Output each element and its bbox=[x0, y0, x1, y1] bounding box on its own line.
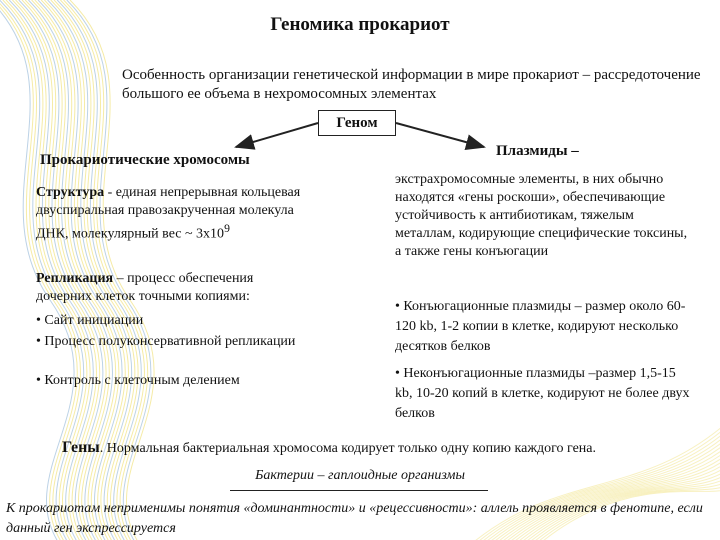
structure-exponent: 9 bbox=[224, 222, 230, 235]
genome-box: Геном bbox=[318, 110, 396, 136]
structure-text: - единая непрерывная кольцевая двуспиральная правозакрученная молекула ДНК, молекулярный вес ~ 3x10 bbox=[36, 185, 301, 242]
final-statement: К прокариотам неприменимы понятия «доминантности» и «рецессивности»: аллель проявляется в фенотипе, если данный ген экспрессируется bbox=[6, 501, 703, 536]
replication-bullet: • Контроль с клеточным делением bbox=[36, 373, 240, 388]
arrow-to-plasmids bbox=[396, 123, 484, 147]
genes-text: . Нормальная бактериальная хромосома кодирует только одну копию каждого гена. bbox=[99, 441, 596, 456]
plasmid-bullet: • Неконъюгационные плазмиды –размер 1,5-15 kb, 10-20 копий в клетке, кодируют не более двух белков bbox=[395, 366, 690, 421]
bacteria-line: Бактерии – гаплоидные организмы bbox=[255, 468, 465, 483]
replication-text: – процесс обеспечения дочерних клеток точными копиями: bbox=[36, 271, 254, 304]
structure-paragraph bbox=[36, 184, 306, 244]
structure-term: Структура bbox=[36, 185, 105, 200]
genes-paragraph bbox=[62, 439, 702, 457]
replication-term: Репликация bbox=[36, 271, 114, 286]
intro-text: Особенность организации генетической информации в мире прокариот – рассредоточение большого ее объема в нехромосомных элементах bbox=[122, 67, 701, 102]
page-title: Геномика прокариот bbox=[270, 14, 450, 35]
bacteria-underline bbox=[230, 490, 488, 491]
plasmids-heading: Плазмиды – bbox=[496, 143, 579, 159]
chromosomes-heading: Прокариотические хромосомы bbox=[40, 152, 250, 168]
replication-bullet: • Сайт инициации bbox=[36, 313, 144, 328]
plasmids-description: экстрахромосомные элементы, в них обычно находятся «гены роскоши», обеспечивающие устойчивость к антибиотикам, тяжелым металлам, кодирующие специфические токсины, а также гены конъюгации bbox=[395, 172, 688, 259]
replication-paragraph bbox=[36, 270, 306, 306]
plasmid-bullet: • Конъюгационные плазмиды – размер около 60-120 kb, 1-2 копии в клетке, кодируют несколько десятков белков bbox=[395, 299, 686, 354]
arrow-to-chromosomes bbox=[236, 123, 318, 147]
genes-term: Гены bbox=[62, 439, 100, 456]
replication-bullet: • Процесс полуконсервативной репликации bbox=[36, 334, 296, 349]
